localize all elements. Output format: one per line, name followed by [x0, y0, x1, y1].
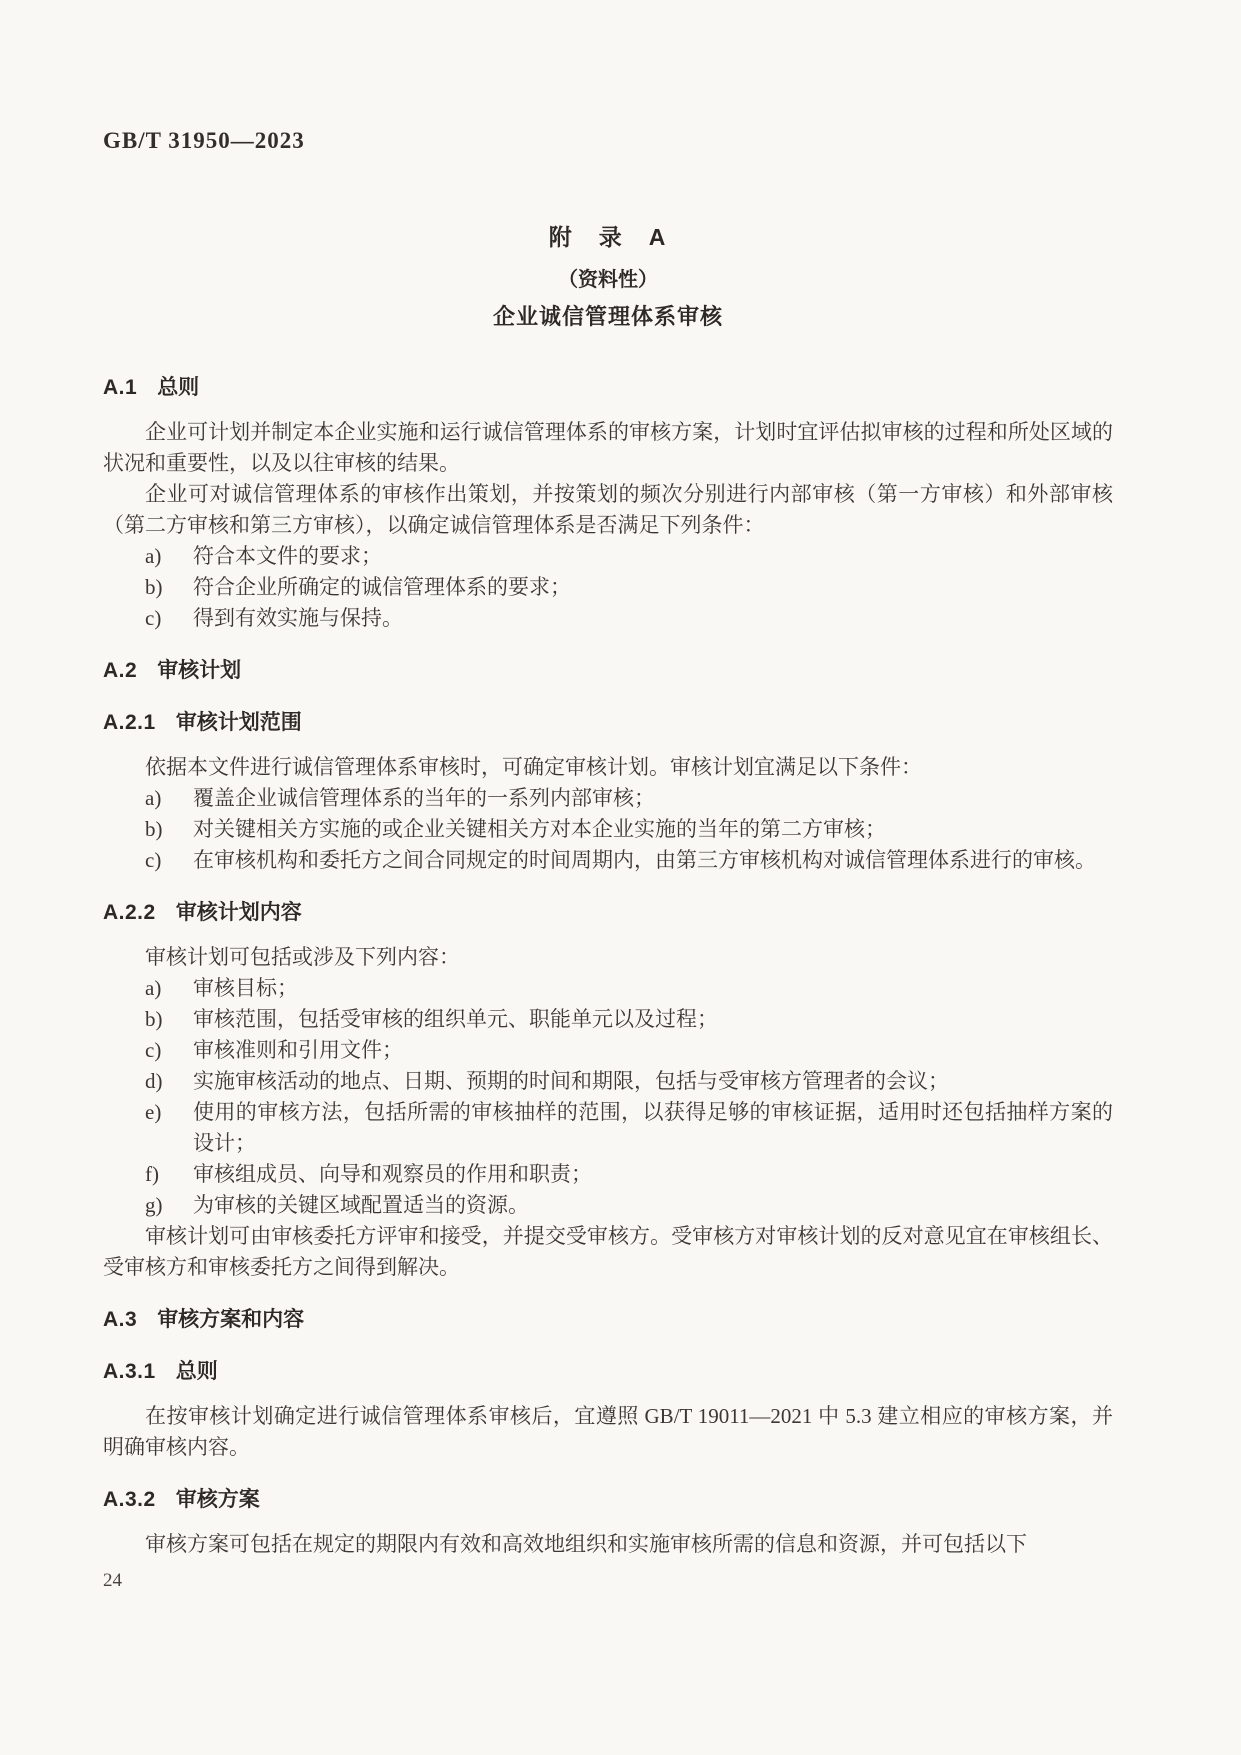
list-item — [103, 1004, 1113, 1035]
list-item-label: d) — [145, 1069, 163, 1093]
list-item — [103, 603, 1113, 634]
section-heading-a3 — [103, 1304, 1113, 1335]
section-title: 审核方案 — [175, 1488, 260, 1511]
list-item-text: 审核组成员、向导和观察员的作用和职责； — [193, 1162, 592, 1186]
section-number: A.3 — [103, 1308, 138, 1331]
list-item-text: 得到有效实施与保持。 — [193, 606, 403, 630]
list-item-label: b) — [145, 575, 163, 599]
section-number: A.2.2 — [103, 901, 156, 924]
list-item-text: 符合企业所确定的诚信管理体系的要求； — [193, 575, 571, 599]
list-item — [103, 783, 1113, 814]
list-item-text: 为审核的关键区域配置适当的资源。 — [193, 1193, 529, 1217]
list-item — [103, 973, 1113, 1004]
paragraph: 在按审核计划确定进行诚信管理体系审核后，宜遵照 GB/T 19011—2021 中 5.3 建立相应的审核方案，并明确审核内容。 — [103, 1404, 1113, 1459]
page-number: 24 — [103, 1570, 122, 1591]
appendix-title-block — [103, 222, 1113, 332]
paragraph: 依据本文件进行诚信管理体系审核时，可确定审核计划。审核计划宜满足以下条件： — [145, 755, 922, 779]
section-number: A.2 — [103, 659, 138, 682]
list-item-text: 覆盖企业诚信管理体系的当年的一系列内部审核； — [193, 786, 655, 810]
list-item-label: c) — [145, 606, 162, 630]
list-item-label: g) — [145, 1193, 163, 1217]
paragraph: 企业可计划并制定本企业实施和运行诚信管理体系的审核方案，计划时宜评估拟审核的过程和所处区域的状况和重要性，以及以往审核的结果。 — [103, 420, 1113, 475]
section-heading-a22 — [103, 897, 1113, 928]
list-item — [103, 1066, 1113, 1097]
list-item — [103, 845, 1113, 876]
section-heading-a32 — [103, 1484, 1113, 1515]
appendix-name: 企业诚信管理体系审核 — [492, 304, 723, 329]
list-item-label: a) — [145, 786, 162, 810]
section-title: 总则 — [175, 1360, 218, 1383]
list-item-text: 审核目标； — [193, 976, 298, 1000]
list-item-label: b) — [145, 817, 163, 841]
list-item-label: e) — [145, 1100, 162, 1124]
list-item-text: 在审核机构和委托方之间合同规定的时间周期内，由第三方审核机构对诚信管理体系进行的审核。 — [193, 848, 1096, 872]
appendix-label: 附 录 A — [548, 224, 668, 250]
section-title: 审核计划 — [157, 659, 242, 682]
list-item-label: b) — [145, 1007, 163, 1031]
list-item-label: c) — [145, 1038, 162, 1062]
list-item-text: 符合本文件的要求； — [193, 544, 382, 568]
list-item-label: a) — [145, 976, 162, 1000]
section-title: 审核计划内容 — [175, 901, 302, 924]
section-heading-a2 — [103, 655, 1113, 686]
list-item — [103, 1159, 1113, 1190]
list-item-text: 使用的审核方法，包括所需的审核抽样的范围，以获得足够的审核证据，适用时还包括抽样方案的设计； — [193, 1100, 1113, 1155]
appendix-note: （资料性） — [558, 269, 658, 291]
list-item-text: 实施审核活动的地点、日期、预期的时间和期限，包括与受审核方管理者的会议； — [193, 1069, 949, 1093]
section-number: A.1 — [103, 376, 138, 399]
section-heading-a31 — [103, 1356, 1113, 1387]
section-title: 审核方案和内容 — [157, 1308, 305, 1331]
paragraph: 企业可对诚信管理体系的审核作出策划，并按策划的频次分别进行内部审核（第一方审核）和外部审核（第二方审核和第三方审核），以确定诚信管理体系是否满足下列条件： — [103, 482, 1113, 537]
list-item-label: c) — [145, 848, 162, 872]
list-item — [103, 541, 1113, 572]
section-number: A.3.1 — [103, 1360, 156, 1383]
section-number: A.3.2 — [103, 1488, 156, 1511]
paragraph: 审核计划可由审核委托方评审和接受，并提交受审核方。受审核方对审核计划的反对意见宜在审核组长、受审核方和审核委托方之间得到解决。 — [103, 1224, 1113, 1279]
section-title: 总则 — [157, 376, 200, 399]
list-item — [103, 814, 1113, 845]
section-number: A.2.1 — [103, 711, 156, 734]
list-item-text: 审核范围，包括受审核的组织单元、职能单元以及过程； — [193, 1007, 718, 1031]
list-item — [103, 1035, 1113, 1066]
doc-code: GB/T 31950—2023 — [103, 128, 305, 153]
list-item-text: 审核准则和引用文件； — [193, 1038, 403, 1062]
section-heading-a1 — [103, 372, 1113, 403]
list-item-label: a) — [145, 544, 162, 568]
list-item — [103, 1190, 1113, 1221]
list-item — [103, 1097, 1113, 1159]
paragraph: 审核方案可包括在规定的期限内有效和高效地组织和实施审核所需的信息和资源，并可包括以下 — [145, 1532, 1027, 1556]
list-item-label: f) — [145, 1162, 159, 1186]
section-title: 审核计划范围 — [175, 711, 302, 734]
paragraph: 审核计划可包括或涉及下列内容： — [145, 945, 460, 969]
list-item — [103, 572, 1113, 603]
section-heading-a21 — [103, 707, 1113, 738]
list-item-text: 对关键相关方实施的或企业关键相关方对本企业实施的当年的第二方审核； — [193, 817, 886, 841]
